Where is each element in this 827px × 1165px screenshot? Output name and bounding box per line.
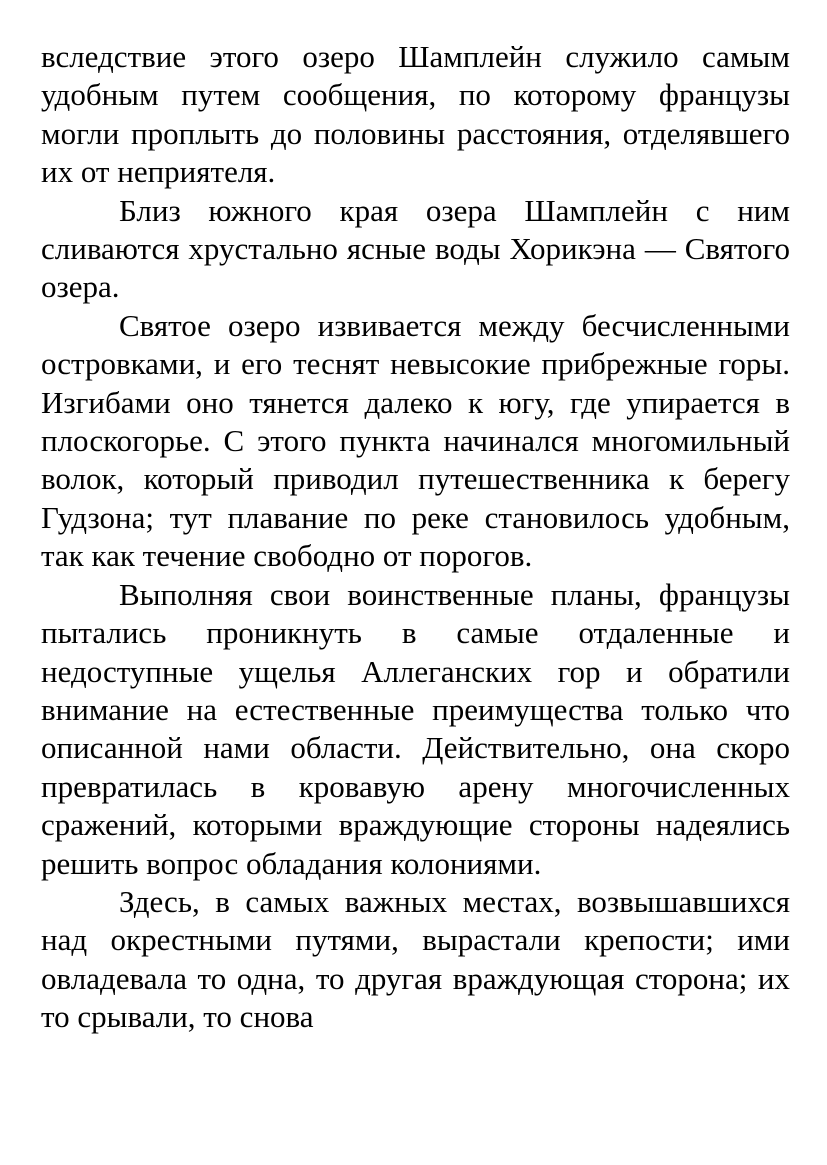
paragraph-2: Близ южного края озера Шамплейн с ним сливаются хрустально ясные воды Хорикэна — Святого озера. xyxy=(41,192,790,305)
paragraph-1: вследствие этого озеро Шамплейн служило самым удобным путем сообщения, по которому французы могли проплыть до половины расстояния, отделявшего их от неприятеля. xyxy=(41,39,790,190)
paragraph-5: Здесь, в самых важных местах, возвышавшихся над окрестными путями, вырастали крепости; ими овладевала то одна, то другая враждующая сторона; их то срывали, то снова xyxy=(41,883,790,1035)
paragraph-4: Выполняя свои воинственные планы, французы пытались проникнуть в самые отдаленные и недоступные ущелья Аллеганских гор и обратили внимание на естественные преимущества только что описанной нами области. Действительно, она скоро превратилась в кровавую арену многочисленных сражений, которыми враждующие стороны надеялись решить вопрос обладания колониями. xyxy=(41,576,790,881)
paragraph-3: Святое озеро извивается между бесчисленными островками, и его теснят невысокие прибрежные горы. Изгибами оно тянется далеко к югу, где упирается в плоскогорье. С этого пункта начинался многомильный волок, который приводил путешественника к берегу Гудзона; тут плавание по реке становилось удобным, так как течение свободно от порогов. xyxy=(41,307,790,574)
document-page xyxy=(41,38,790,1037)
